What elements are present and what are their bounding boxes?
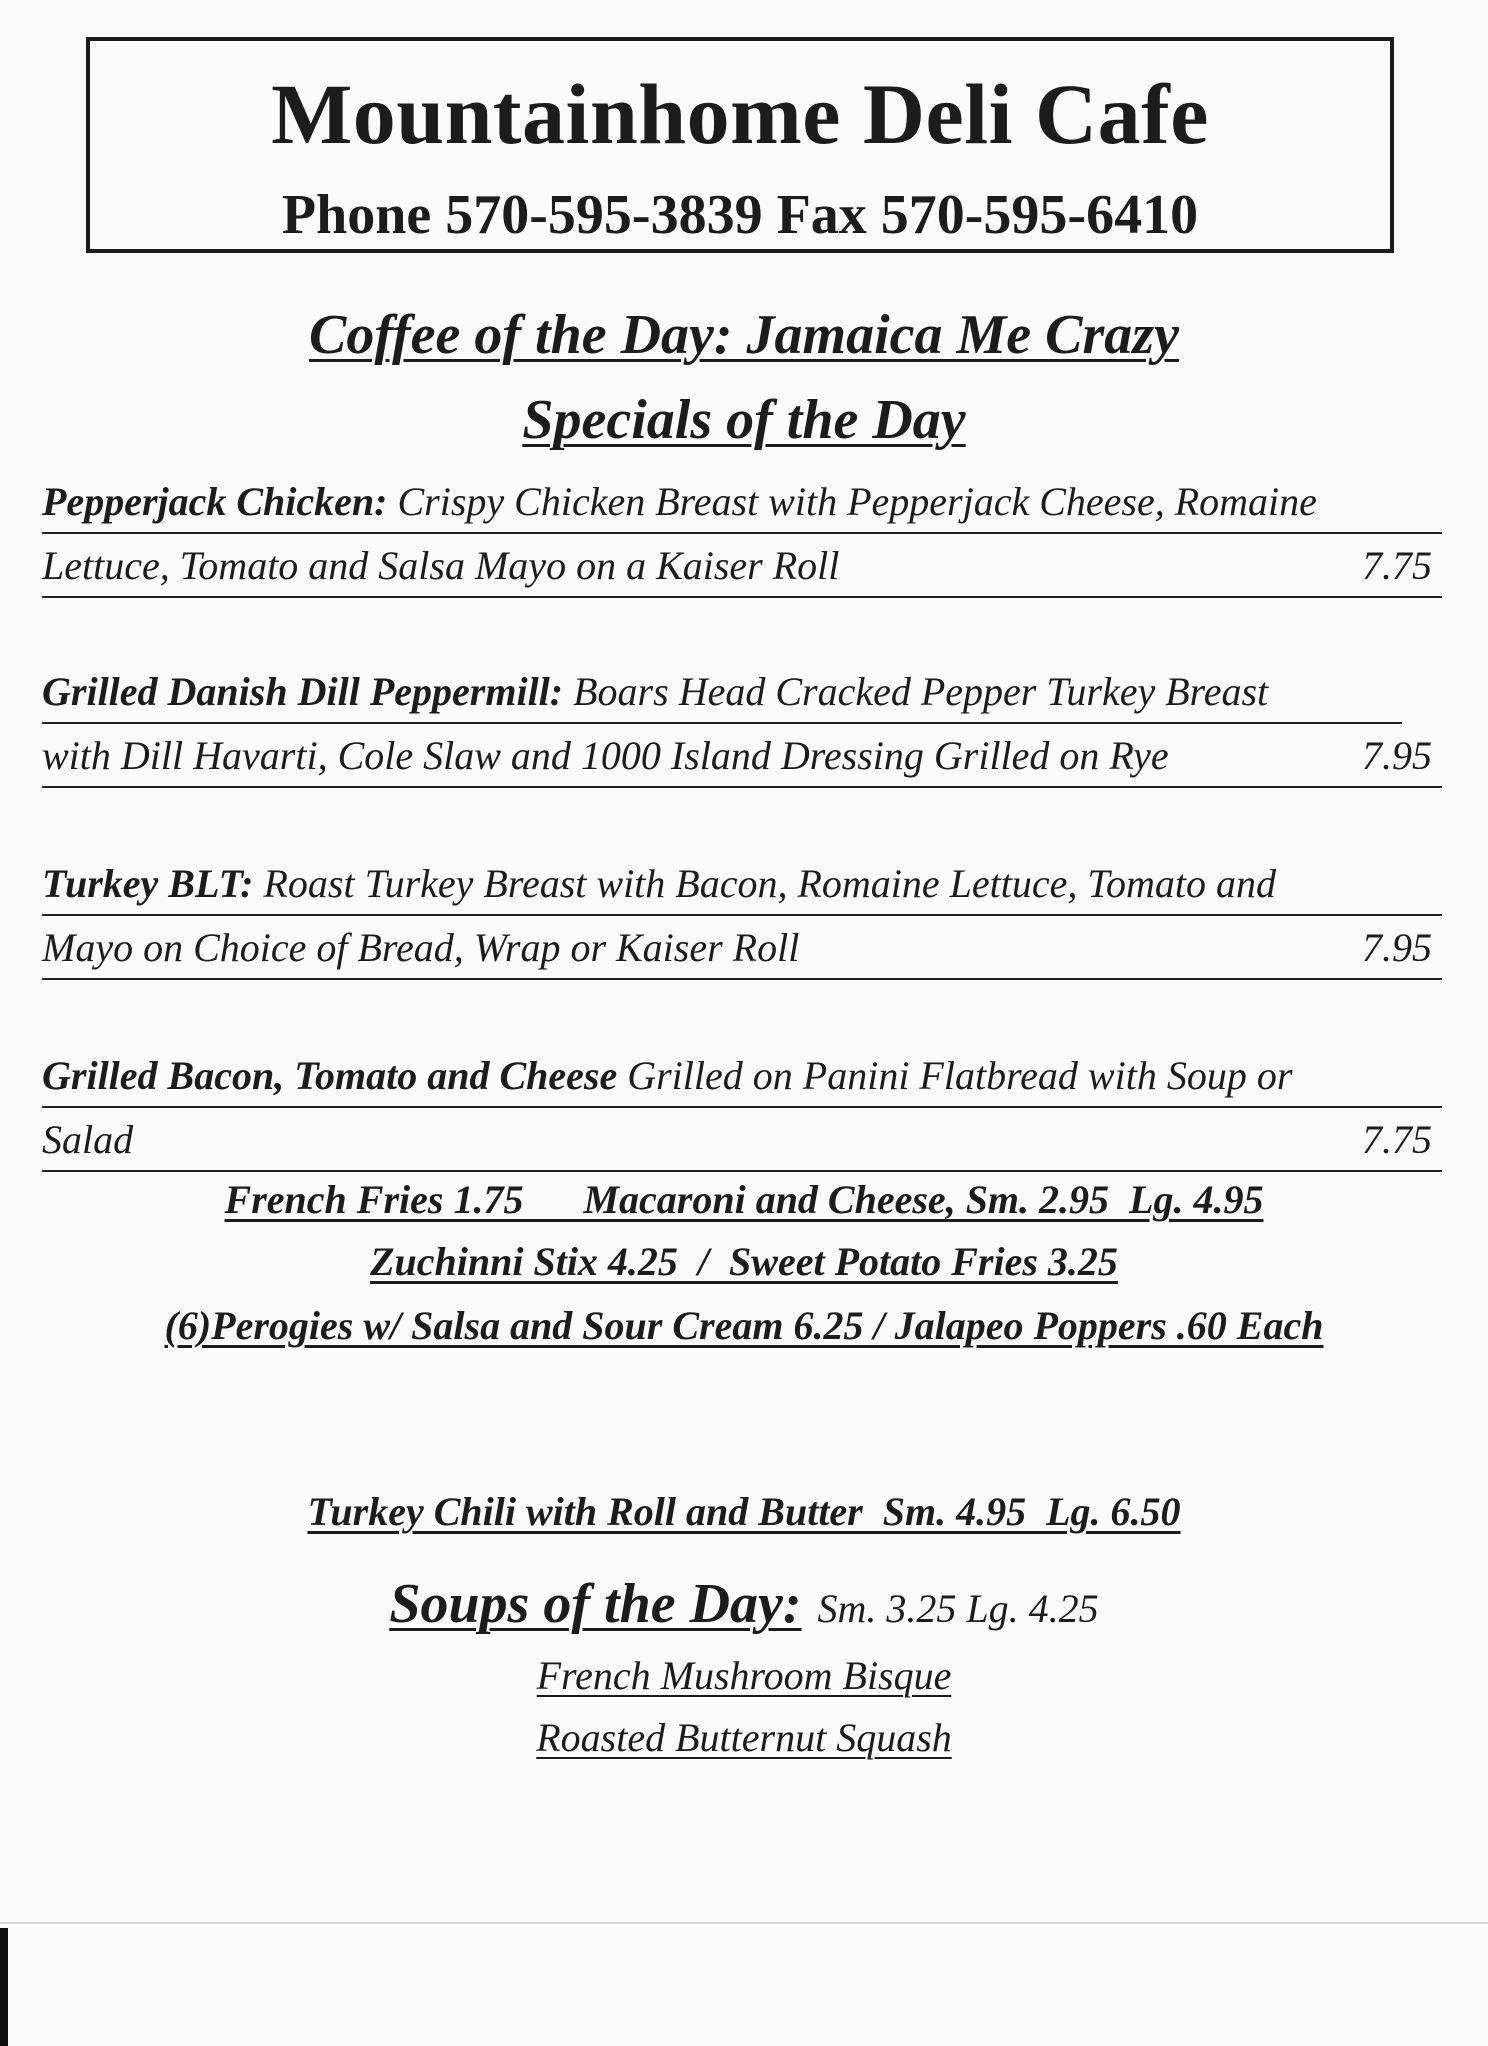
soup-item: French Mushroom Bisque xyxy=(536,1653,952,1698)
item-name: Turkey BLT: xyxy=(42,861,254,906)
item-price: 7.95 xyxy=(1362,733,1432,778)
menu-item xyxy=(42,470,1442,598)
cafe-contact: Phone 570-595-3839 Fax 570-595-6410 xyxy=(281,184,1199,246)
specials-title: Specials of the Day xyxy=(522,389,966,451)
sides-line: (6)Perogies w/ Salsa and Sour Cream 6.25 / Jalapeo Poppers .60 Each xyxy=(164,1303,1324,1348)
menu-item xyxy=(42,1044,1442,1172)
item-price: 7.75 xyxy=(1362,1117,1432,1162)
item-desc-line1: Roast Turkey Breast with Bacon, Romaine Lettuce, Tomato and xyxy=(253,861,1276,906)
soups-header xyxy=(0,1572,1488,1636)
soups-prices: Sm. 3.25 Lg. 4.25 xyxy=(817,1586,1099,1631)
item-desc-line2: Salad xyxy=(42,1117,134,1162)
item-desc-line2: Lettuce, Tomato and Salsa Mayo on a Kaiser Roll xyxy=(42,543,840,588)
item-desc-line1: Crispy Chicken Breast with Pepperjack Cheese, Romaine xyxy=(387,479,1317,524)
item-name: Grilled Bacon, Tomato and Cheese xyxy=(42,1053,618,1098)
menu-item xyxy=(42,660,1442,788)
sides-line: French Fries 1.75 Macaroni and Cheese, Sm. 2.95 Lg. 4.95 xyxy=(224,1177,1264,1222)
scan-edge xyxy=(0,1928,8,2046)
page-fold xyxy=(0,1922,1488,1924)
soup-item: Roasted Butternut Squash xyxy=(536,1715,952,1760)
soups-title: Soups of the Day: xyxy=(389,1573,802,1635)
item-price: 7.95 xyxy=(1362,925,1432,970)
chili-line: Turkey Chili with Roll and Butter Sm. 4.95 Lg. 6.50 xyxy=(307,1489,1181,1534)
item-name: Pepperjack Chicken: xyxy=(42,479,388,524)
item-price: 7.75 xyxy=(1362,543,1432,588)
item-desc-line2: Mayo on Choice of Bread, Wrap or Kaiser Roll xyxy=(42,925,800,970)
sides-line: Zuchinni Stix 4.25 / Sweet Potato Fries 3.25 xyxy=(370,1239,1118,1284)
menu-item xyxy=(42,852,1442,980)
cafe-name: Mountainhome Deli Cafe xyxy=(271,66,1209,162)
item-desc-line2: with Dill Havarti, Cole Slaw and 1000 Island Dressing Grilled on Rye xyxy=(42,733,1169,778)
coffee-of-the-day: Coffee of the Day: Jamaica Me Crazy xyxy=(309,304,1179,366)
header-box xyxy=(86,37,1394,253)
item-desc-line1: Boars Head Cracked Pepper Turkey Breast xyxy=(563,669,1269,714)
item-name: Grilled Danish Dill Peppermill: xyxy=(42,669,564,714)
item-desc-line1: Grilled on Panini Flatbread with Soup or xyxy=(617,1053,1293,1098)
